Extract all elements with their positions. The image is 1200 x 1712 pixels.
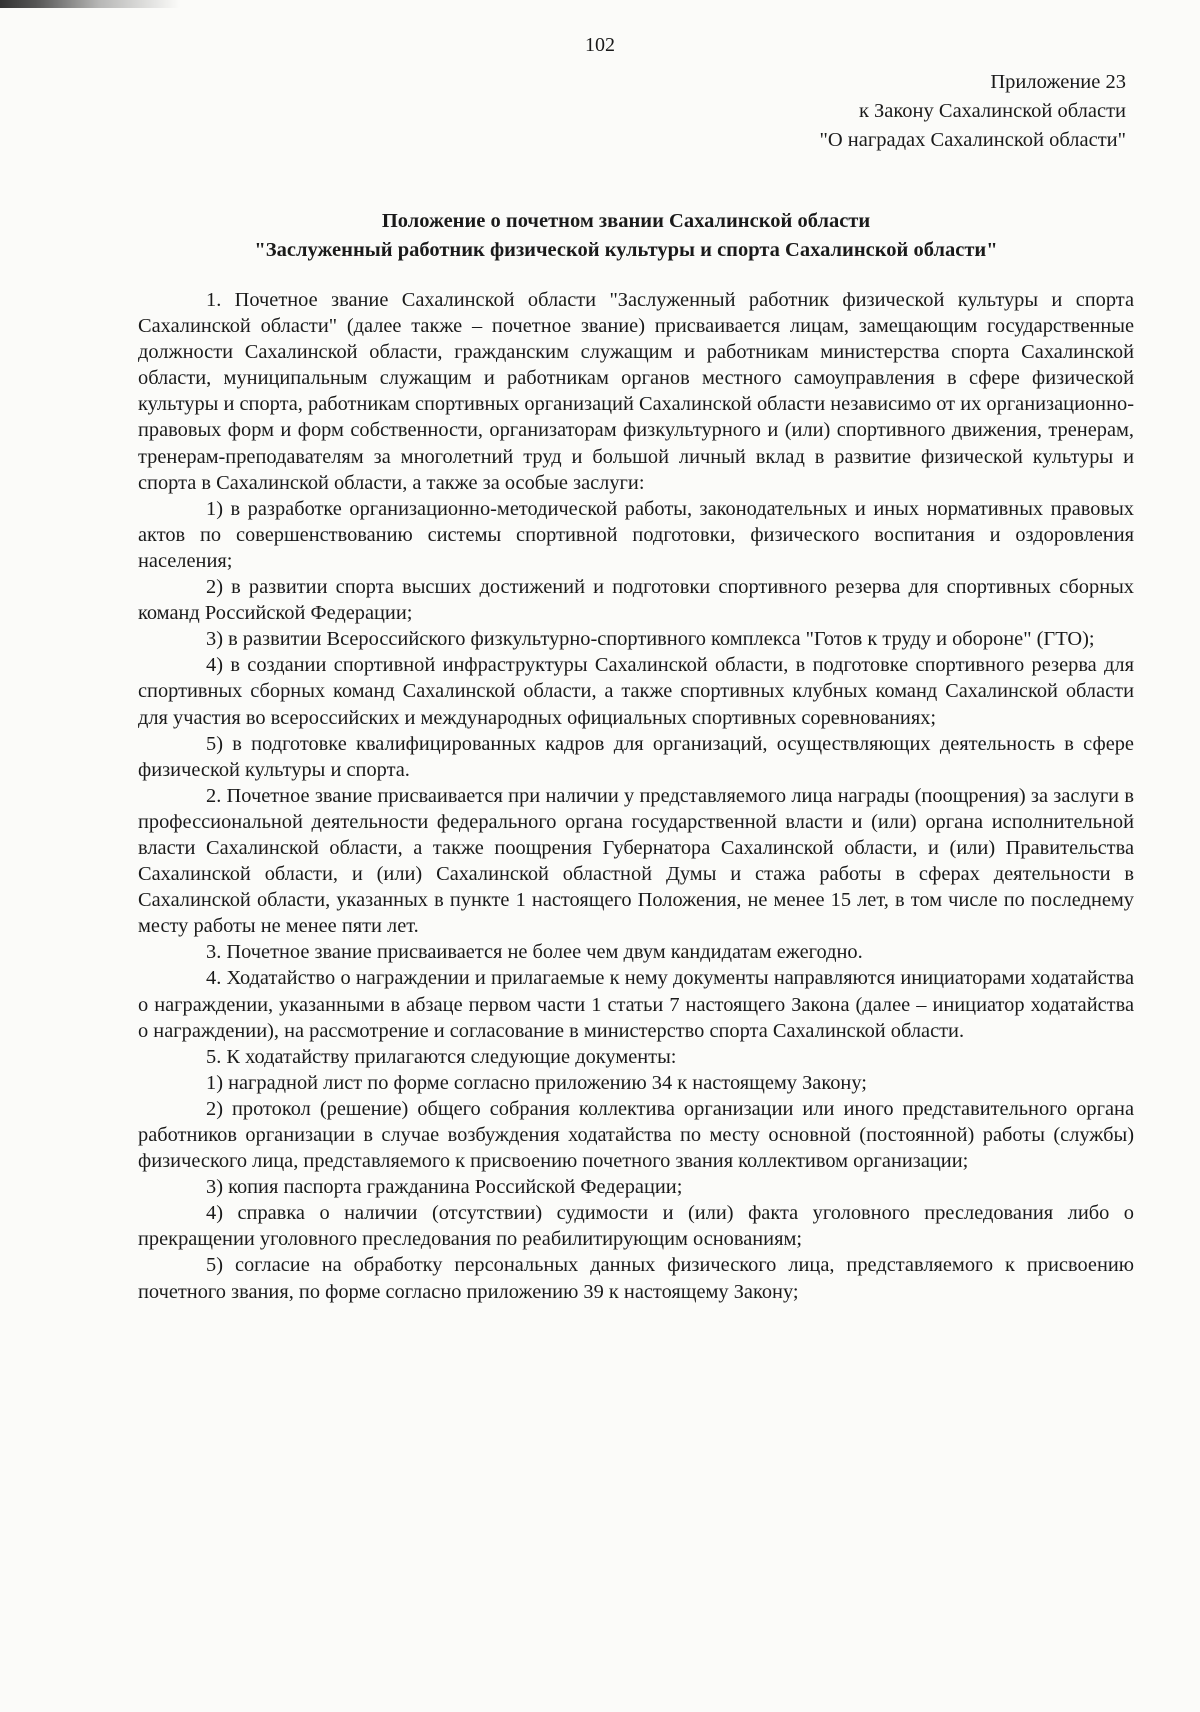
title-line-2: "Заслуженный работник физической культуры и спорта Сахалинской области" <box>254 239 998 261</box>
paragraph: 4) справка о наличии (отсутствии) судимости и (или) факта уголовного преследования либо о прекращении уголовного преследования по реабилитирующим основаниям; <box>138 1202 1134 1251</box>
paragraph: 1) в разработке организационно-методической работы, законодательных и иных нормативных правовых актов по совершенствованию системы спортивной подготовки, физического воспитания и оздоровления населения; <box>138 497 1134 572</box>
paragraph: 3. Почетное звание присваивается не более чем двум кандидатам ежегодно. <box>206 941 863 964</box>
paragraph: 5) в подготовке квалифицированных кадров для организаций, осуществляющих деятельность в сфере физической культуры и спорта. <box>138 732 1134 781</box>
paragraph: 4. Ходатайство о награждении и прилагаемые к нему документы направляются инициаторами ходатайства о награждении, указанными в абзаце первом части 1 статьи 7 настоящего Закона (далее – инициатор ходатайства о награждении), на рассмотрение и согласование в министерство спорта Сахалинской области. <box>138 967 1134 1042</box>
annex-line-2: к Закону Сахалинской области <box>858 100 1126 122</box>
annex-line-3: "О наградах Сахалинской области" <box>819 129 1126 151</box>
paragraph: 3) копия паспорта гражданина Российской Федерации; <box>206 1176 683 1199</box>
title-line-1: Положение о почетном звании Сахалинской области <box>381 210 871 232</box>
paragraph: 1. Почетное звание Сахалинской области "Заслуженный работник физической культуры и спорта Сахалинской области" (далее также – почетное звание) присваивается лицам, замещающим государственные должности Сахалинской области, гражданским служащим и работникам министерства спорта Сахалинской области, муниципальным служащим и работникам органов местного самоуправления в сфере физической культуры и спорта, работникам спортивных организаций Сахалинской области независимо от их организационно-правовых форм и форм собственности, организаторам физкультурного и (или) спортивного движения, тренерам, тренерам-преподавателям за многолетний труд и большой личный вклад в развитие физической культуры и спорта в Сахалинской области, а также за особые заслуги: <box>138 289 1134 494</box>
annex-header <box>820 68 1127 155</box>
paragraph: 2. Почетное звание присваивается при наличии у представляемого лица награды (поощрения) за заслуги в профессиональной деятельности федерального органа государственной власти и (или) органа исполнительной власти Сахалинской области, а также поощрения Губернатора Сахалинской области, и (или) Правительства Сахалинской области, и (или) Сахалинской областной Думы и стажа работы в сферах деятельности в Сахалинской области, указанных в пункте 1 настоящего Положения, не менее 15 лет, в том числе по последнему месту работы не менее пяти лет. <box>138 784 1134 938</box>
paragraph: 5) согласие на обработку персональных данных физического лица, представляемого к присвоению почетного звания, по форме согласно приложению 39 к настоящему Закону; <box>138 1254 1134 1303</box>
paragraph: 2) в развитии спорта высших достижений и подготовки спортивного резерва для спортивных сборных команд Российской Федерации; <box>138 576 1134 625</box>
document-body <box>138 287 1134 1305</box>
paragraph: 2) протокол (решение) общего собрания коллектива организации или иного представительного органа работников организации в случае возбуждения ходатайства по месту основной (постоянной) работы (службы) физического лица, представляемого к присвоению почетного звания коллективом организации; <box>138 1097 1134 1173</box>
annex-line-1: Приложение 23 <box>990 71 1126 93</box>
paragraph: 4) в создании спортивной инфраструктуры Сахалинской области, в подготовке спортивного резерва для спортивных сборных команд Сахалинской области, а также спортивных клубных команд Сахалинской области для участия во всероссийских и международных официальных спортивных соревнованиях; <box>138 654 1134 729</box>
paragraph: 3) в развитии Всероссийского физкультурно-спортивного комплекса "Готов к труду и обороне" (ГТО); <box>206 628 1095 651</box>
scan-artifact <box>0 0 180 8</box>
page-number: 102 <box>585 34 615 56</box>
paragraph: 1) наградной лист по форме согласно приложению 34 к настоящему Закону; <box>206 1071 867 1094</box>
document-title <box>138 207 1114 265</box>
paragraph: 5. К ходатайству прилагаются следующие документы: <box>206 1045 677 1068</box>
